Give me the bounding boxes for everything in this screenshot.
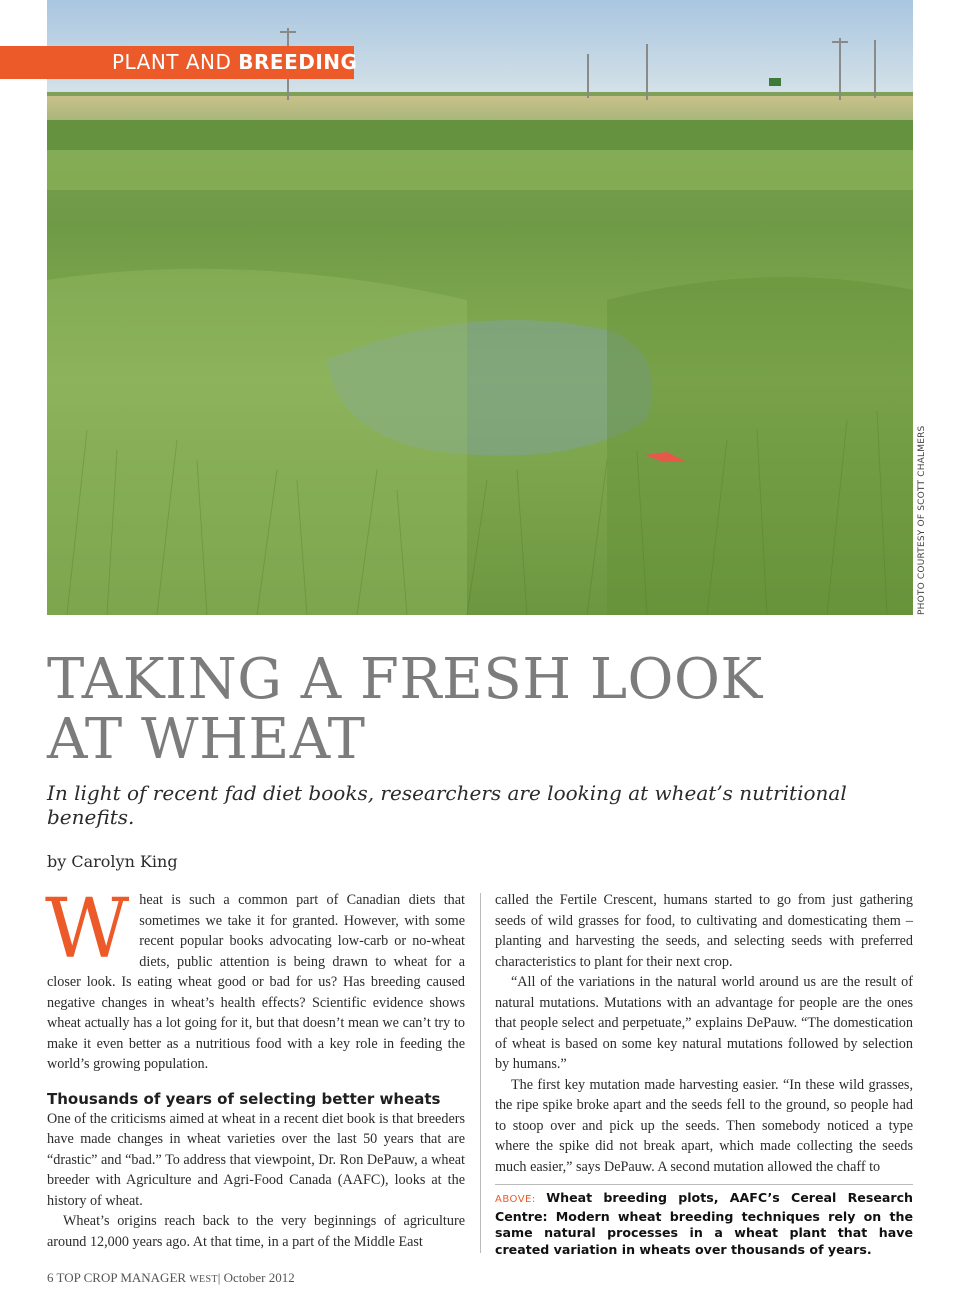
deck: In light of recent fad diet books, researchers are looking at wheat’s nutritional benefits.: [47, 781, 847, 829]
headline: [47, 647, 927, 772]
photo-credit: PHOTO COURTESY OF SCOTT CHALMERS: [917, 425, 927, 615]
section-tag-prefix: PLANT AND: [112, 50, 239, 74]
section-tag-bold: BREEDING: [238, 50, 358, 74]
page-number: 6: [47, 1270, 54, 1285]
page-footer: [47, 1270, 295, 1286]
intro-paragraph: [45, 882, 465, 1075]
caption-text: Wheat breeding plots, AAFC’s Cereal Research Centre: Modern wheat breeding techniques rely on the same natural processes in a wheat plant that have created variation in wheats over thousands of years.: [495, 1190, 913, 1257]
caption-divider: [495, 1184, 913, 1185]
wheat-field-photo: [47, 0, 913, 615]
section-tag: [0, 46, 358, 79]
issue-date: October 2012: [223, 1270, 295, 1285]
distant-crop-band: [47, 96, 913, 120]
byline: by Carolyn King: [47, 852, 178, 871]
subhead: Thousands of years of selecting better wheats: [47, 1089, 441, 1108]
caption-label: ABOVE:: [495, 1194, 547, 1205]
intro-text: heat is such a common part of Canadian diets that sometimes we take it for granted. However, with some recent popular books advocating low-carb or no-wheat diets, public attention is being drawn to wheat for a closer look. Is eating wheat good or bad for us? Has breeding caused negative changes in wheat’s health effects? Scientific evidence shows wheat actually has a lot going for it, but that doesn’t mean we can’t try to make it even better as a nutritious food with a key role in feeding the world’s growing population.: [47, 892, 465, 1072]
dark-crop-band: [47, 120, 913, 150]
column-divider: [480, 893, 481, 1253]
magazine-name: TOP CROP MANAGER: [56, 1270, 187, 1285]
headline-line-1: TAKING A FRESH LOOK: [47, 647, 763, 712]
magazine-edition: WEST: [189, 1274, 218, 1285]
right-column: [495, 890, 913, 1177]
left-column: [45, 882, 465, 1252]
drop-cap: W: [45, 882, 130, 977]
footer-separator: |: [217, 1270, 221, 1285]
body-paragraph: The first key mutation made harvesting easier. “In these wild grasses, the ripe spike broke apart and the seeds fell to the ground, so people had to stoop over and pick up the seeds. Then somebody noticed a type where the spike did not break apart, which made collecting the seeds much easier,” says DePauw. A second mutation allowed the chaff to: [495, 1076, 913, 1175]
headline-line-2: AT WHEAT: [47, 707, 366, 772]
body-paragraph: Wheat’s origins reach back to the very beginnings of agriculture around 12,000 years ago. At that time, in a part of the Middle East: [47, 1213, 465, 1250]
body-paragraph: called the Fertile Crescent, humans started to go from just gathering seeds of wild grasses for food, to cultivating and domesticating them – planting and harvesting the seeds, and selecting seeds with preferred characteristics to plant for their next crop.: [495, 892, 913, 970]
wheat-field-illustration: [47, 0, 913, 615]
photo-caption: [495, 1190, 913, 1258]
body-paragraph: “All of the variations in the natural world around us are the result of natural mutations. Mutations with an advantage for people are the ones that people select and perpetuate,” explains DePauw. “The domestication of wheat is based on some key natural mutations followed by selection by humans.”: [495, 974, 913, 1072]
body-paragraph: One of the criticisms aimed at wheat in a recent diet book is that breeders have made changes in wheat varieties over the last 50 years that are “drastic” and “bad.” To address that viewpoint, Dr. Ron DePauw, a wheat breeder with Agriculture and Agri-Food Canada (AAFC), looks at the history of wheat.: [47, 1110, 465, 1209]
